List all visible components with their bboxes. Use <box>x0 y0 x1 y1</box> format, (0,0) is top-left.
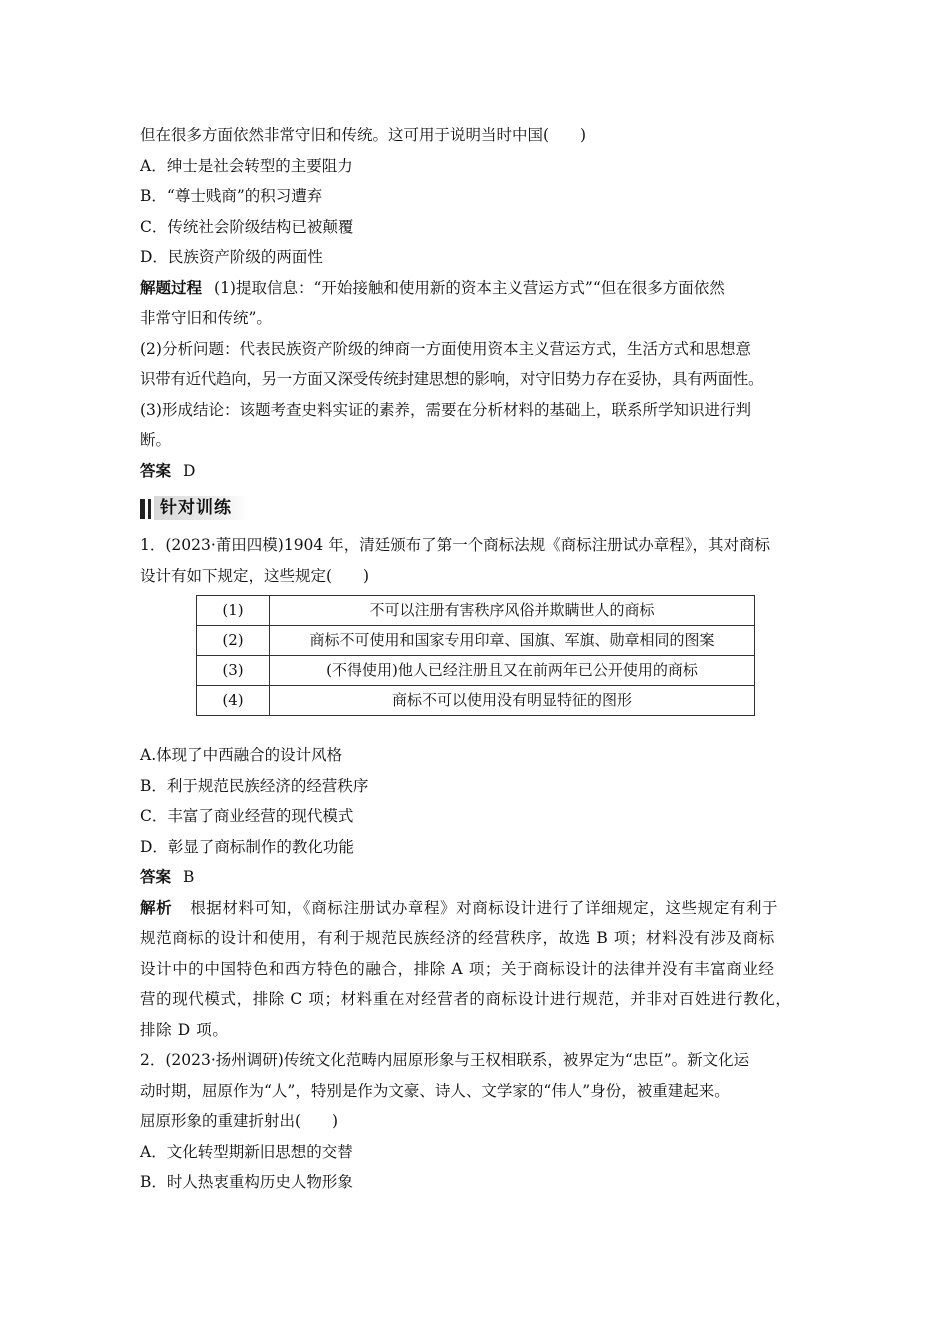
q1-stem-line-1: 1．(2023·莆田四模)1904 年，清廷颁布了第一个商标法规《商标注册试办章程》，其对商标 <box>140 536 770 554</box>
document-page <box>140 120 812 1198</box>
process-line-5: (3)形成结论：该题考查史料实证的素养，需要在分析材料的基础上，联系所学知识进行判 <box>140 400 751 419</box>
table-row <box>197 626 755 656</box>
rules-table <box>196 595 755 716</box>
answer-label: 答案 <box>140 867 172 886</box>
process-line-1 <box>140 273 812 304</box>
analysis-line-4: 营的现代模式，排除 C 项；材料重在对经营者的商标设计进行规范，并非对百姓进行教化， <box>140 990 792 1008</box>
table-row <box>197 686 755 716</box>
q1-option-b: B．利于规范民族经济的经营秩序 <box>140 776 369 795</box>
table-cell-text: (不得使用)他人已经注册且又在前两年已公开使用的商标 <box>270 656 755 686</box>
q2-stem-line-2: 动时期，屈原作为“人”，特别是作为文豪、诗人、文学家的“伟人”身份，被重建起来。 <box>140 1081 730 1100</box>
table-cell-num: (2) <box>197 626 270 656</box>
analysis-label: 解析 <box>140 897 173 917</box>
table-cell-text: 商标不可使用和国家专用印章、国旗、军旗、勋章相同的图案 <box>270 626 755 656</box>
process-line-3: (2)分析问题：代表民族资产阶级的绅商一方面使用资本主义营运方式，生活方式和思想意 <box>140 339 751 358</box>
analysis-line-5: 排除 D 项。 <box>140 1020 229 1039</box>
process-text: (1)提取信息：“开始接触和使用新的资本主义营运方式”“但在很多方面依然 <box>214 278 725 297</box>
answer-row <box>140 456 812 487</box>
q2-stem-line-3: 屈原形象的重建折射出( ) <box>140 1112 339 1130</box>
q1-option-c: C．丰富了商业经营的现代模式 <box>140 807 354 825</box>
section-title: 针对训练 <box>160 498 232 518</box>
analysis-line-2: 规范商标的设计和使用，有利于规范民族经济的经营秩序，故选 B 项；材料没有涉及商标 <box>140 929 775 947</box>
q2-option-a: A．文化转型期新旧思想的交替 <box>140 1142 353 1161</box>
table-row <box>197 596 755 626</box>
table-cell-num: (4) <box>197 686 270 716</box>
q1-option-d: D．彰显了商标制作的教化功能 <box>140 837 354 856</box>
table-cell-num: (3) <box>197 656 270 686</box>
heading-bar-icon-thin <box>148 499 151 519</box>
option-b: B．“尊士贱商”的积习遭弃 <box>140 187 323 205</box>
heading-bar-icon <box>140 499 145 519</box>
q2-stem-line-1: 2．(2023·扬州调研)传统文化范畴内屈原形象与王权相联系，被界定为“忠臣”。新文化运 <box>140 1051 750 1069</box>
process-label: 解题过程 <box>140 277 203 297</box>
process-line-2: 非常守旧和传统”。 <box>140 309 272 327</box>
analysis-text: 根据材料可知，《商标注册试办章程》对商标设计进行了详细规定，这些规定有利于 <box>190 898 779 917</box>
table-cell-text: 不可以注册有害秩序风俗并欺瞒世人的商标 <box>270 596 755 626</box>
table-cell-num: (1) <box>197 596 270 626</box>
analysis-line-1 <box>140 893 812 924</box>
answer-label: 答案 <box>140 460 172 480</box>
option-c: C．传统社会阶级结构已被颠覆 <box>140 217 354 236</box>
option-a: A．绅士是社会转型的主要阻力 <box>140 156 353 175</box>
analysis-line-3: 设计中的中国特色和西方特色的融合，排除 A 项；关于商标设计的法律并没有丰富商业经 <box>140 959 775 978</box>
q1-stem-line-2: 设计有如下规定，这些规定( ) <box>140 566 370 585</box>
answer-value: D <box>183 461 196 480</box>
process-line-6: 断。 <box>140 431 172 449</box>
section-heading <box>140 496 812 522</box>
answer-value: B <box>183 868 195 886</box>
q1-option-a: A.体现了中西融合的设计风格 <box>140 746 343 764</box>
q1-answer-row <box>140 862 812 893</box>
process-line-4: 识带有近代趋向，另一方面又深受传统封建思想的影响，对守旧势力存在妥协，具有两面性。 <box>140 370 764 388</box>
question-stem: 但在很多方面依然非常守旧和传统。这可用于说明当时中国( ) <box>140 126 587 144</box>
q2-option-b: B．时人热衷重构历史人物形象 <box>140 1173 353 1191</box>
table-row <box>197 656 755 686</box>
table-cell-text: 商标不可以使用没有明显特征的图形 <box>270 686 755 716</box>
option-d: D．民族资产阶级的两面性 <box>140 248 323 266</box>
